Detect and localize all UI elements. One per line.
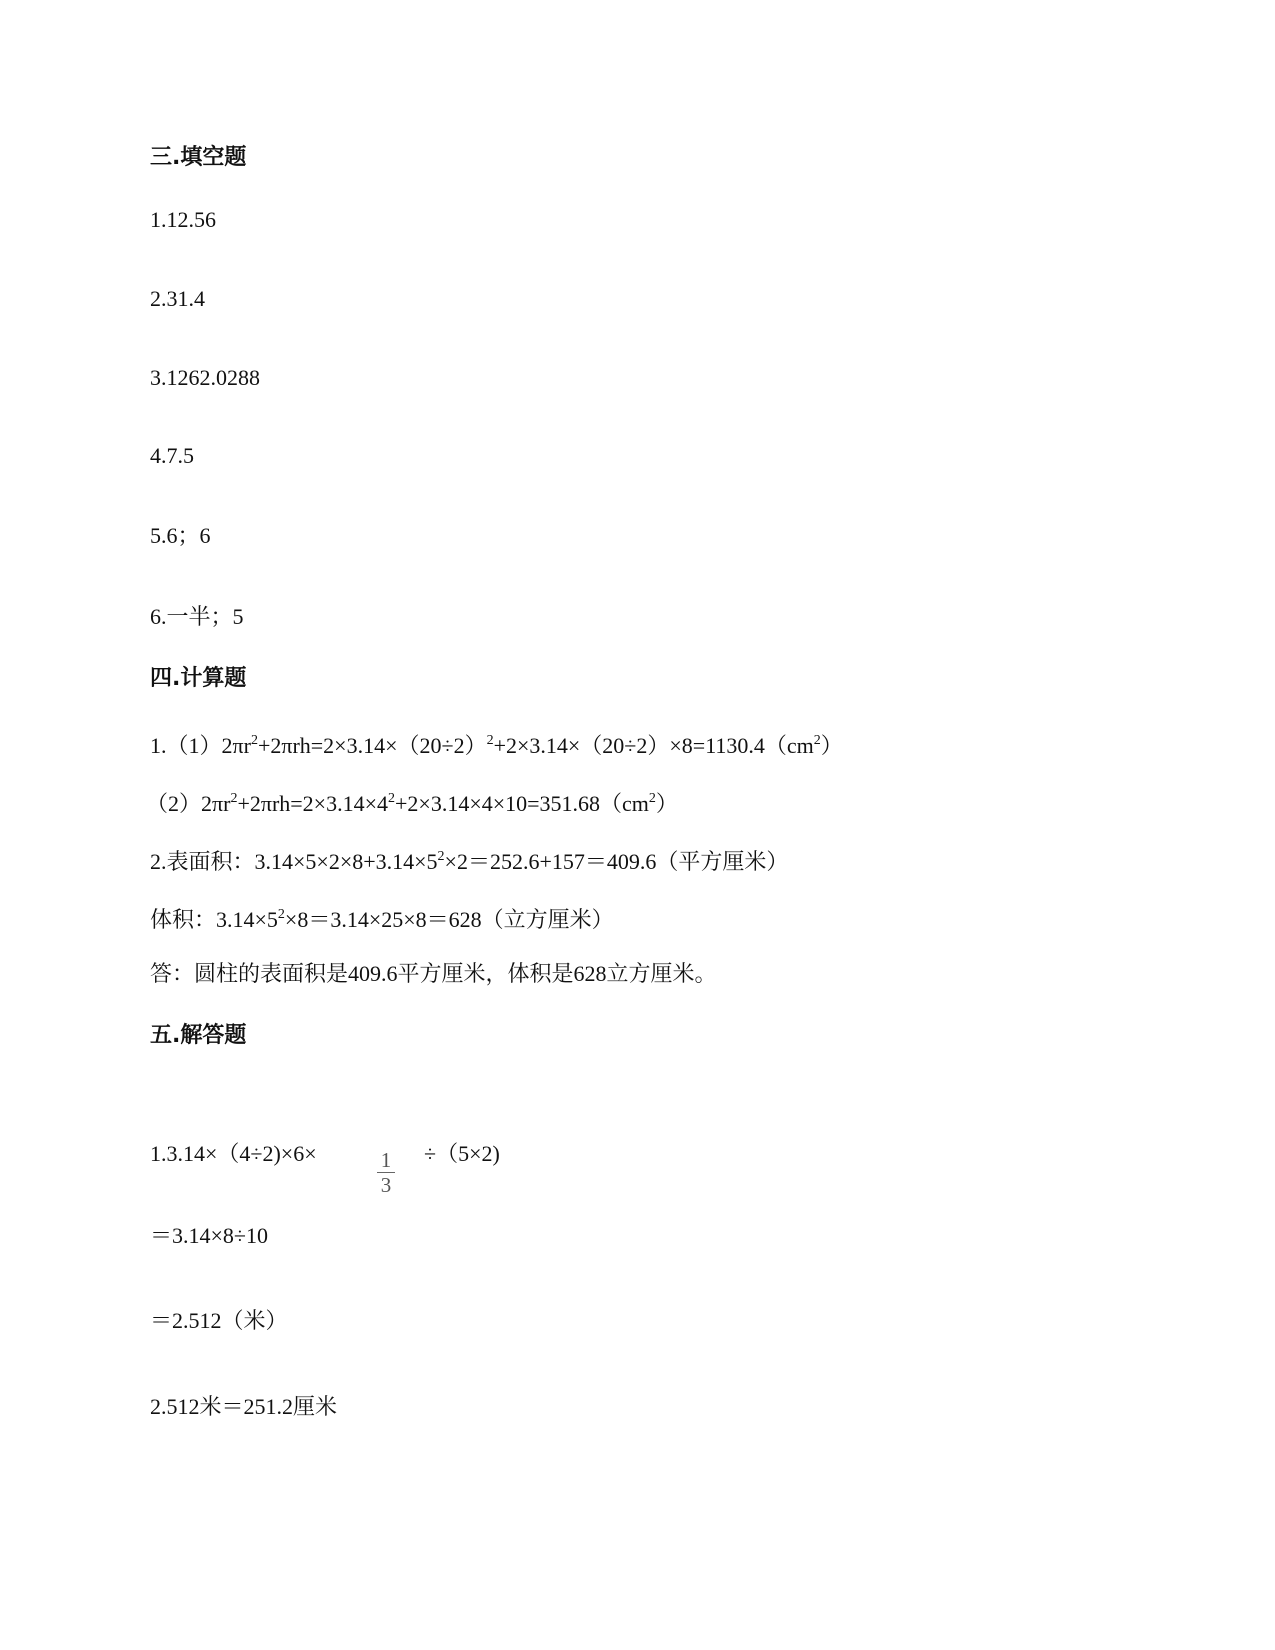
superscript: 2 <box>277 907 285 922</box>
solution-q1-expr-start: 1.3.14×（4÷2)×6× <box>150 1141 317 1166</box>
superscript: 2 <box>388 791 395 806</box>
calc-q2-answer: 答：圆柱的表面积是409.6平方厘米，体积是628立方厘米。 <box>150 961 717 986</box>
solution-step-3: 2.512米＝251.2厘米 <box>150 1394 338 1419</box>
answer-line-2: 2.31.4 <box>150 286 205 311</box>
superscript: 2 <box>486 733 494 748</box>
calc-text: +2×3.14×4×10=351.68（cm <box>395 791 649 816</box>
calc-text: ） <box>820 733 843 758</box>
section-title-calculation: 四.计算题 <box>150 666 247 691</box>
superscript: 2 <box>230 791 238 806</box>
calc-text: ×2＝252.6+157＝409.6（平方厘米） <box>444 849 789 874</box>
calc-text: ×8＝3.14×25×8＝628（立方厘米） <box>284 907 614 932</box>
fraction-numerator: 1 <box>380 1148 392 1172</box>
calc-q1-part1 <box>150 732 843 760</box>
superscript: 2 <box>250 733 258 748</box>
solution-step-1: ＝3.14×8÷10 <box>150 1223 268 1248</box>
answer-line-6: 6.一半；5 <box>150 604 244 629</box>
superscript: 2 <box>813 733 821 748</box>
answer-line-4: 4.7.5 <box>150 443 194 468</box>
calc-q2-surface-area <box>150 848 788 876</box>
fraction-one-third <box>376 1150 396 1195</box>
answer-line-3: 3.1262.0288 <box>150 365 260 390</box>
fraction-denominator: 3 <box>380 1173 392 1197</box>
section-title-fill-blank: 三.填空题 <box>150 145 247 170</box>
answer-line-5: 5.6；6 <box>150 523 211 548</box>
calc-text: 1.（1）2πr <box>150 733 251 758</box>
answer-line-1: 1.12.56 <box>150 207 216 232</box>
solution-step-2: ＝2.512（米） <box>150 1308 288 1333</box>
section-title-solution: 五.解答题 <box>150 1023 247 1048</box>
calc-text: ） <box>655 791 678 816</box>
solution-q1-expr-end: ÷（5×2) <box>424 1141 500 1166</box>
calc-text: 2.表面积：3.14×5×2×8+3.14×5 <box>150 849 438 874</box>
superscript: 2 <box>648 791 656 806</box>
calc-text: +2πrh=2×3.14×4 <box>237 791 388 816</box>
superscript: 2 <box>437 849 445 864</box>
calc-text: +2×3.14×（20÷2）×8=1130.4（cm <box>493 733 814 758</box>
calc-q2-volume <box>150 906 614 934</box>
calc-q1-part2 <box>146 790 678 818</box>
calc-text: +2πrh=2×3.14×（20÷2） <box>257 733 487 758</box>
calc-text: 体积：3.14×5 <box>150 907 278 932</box>
calc-text: （2）2πr <box>146 791 231 816</box>
